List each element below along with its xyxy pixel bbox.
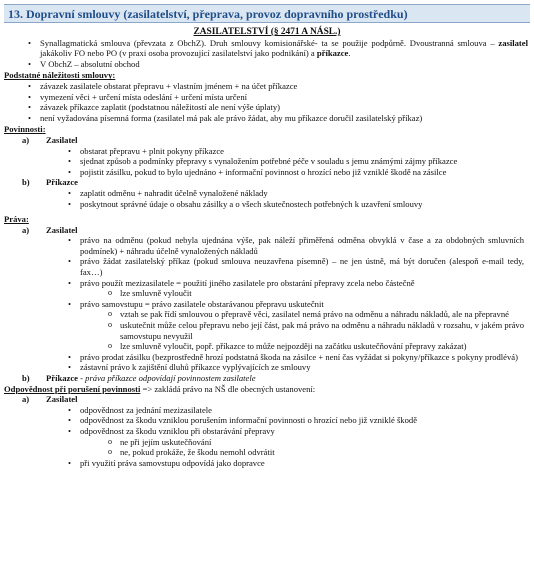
essentials-heading-text: Podstatné náležitosti smlouvy [4,70,113,81]
rights-a-item: • právo použít mezizasilatele = použití jiného zasilatele pro obstarání přepravy zcela nebo částečně [4,278,524,289]
rights-a-subitem: o vztah se pak řídí smlouvou o přepravě věci, zasilatel nemá právo na odměnu a náhradu nákladů, ale na přepravné [4,309,524,320]
intro-text: Synallagmatická smlouva (převzata z ObchZ). Druh smlouvy komisionářské- ta se použije podpůrně. Dvoustranná smlouva – [40,37,499,48]
rights-a-item: • právo samovstupu = právo zasilatele obstarávanou přepravu uskutečnit [4,299,524,310]
essentials-item: • není vyžadována písemná forma (zasilatel má pak ale právo žádat, aby mu příkazce doručil zasilatelský příkaz) [4,113,530,124]
section-title: 13. Dopravní smlouvy (zasilatelství, přeprava, provoz dopravního prostředku) [8,7,408,21]
liability-subitem: o ne při jejím uskutečňování [4,437,524,448]
liability-heading [4,384,530,395]
rights-b-note: - práva příkazce odpovídají povinnostem zasilatele [77,373,256,383]
rights-a-title: Zasilatel [46,224,78,235]
rights-heading-text: Práva [4,214,26,225]
duties-b-heading [4,177,530,188]
rights-a-subitem: o lze smluvně vyloučit, popř. příkazce to může nejpozději na začátku uskutečňování přepravy zakázat) [4,341,524,352]
liability-heading-rest: => zakládá právo na NŠ dle obecných ustanovení: [140,383,316,394]
rights-heading [4,214,530,225]
rights-a-item: • právo žádat zasilatelský příkaz (pokud smlouva neuzavřena písemně) – ne jen ústně, má být doručen (alespoň e-mail tedy, fax…) [4,256,524,277]
duties-heading [4,124,530,135]
duties-b-item: • zaplatit odměnu + nahradit účelně vynaložené náklady [4,188,524,199]
duties-heading-text: Povinnosti [4,124,43,135]
rights-b-heading [4,373,530,384]
intro-text-3: . [348,48,351,59]
duties-a-title: Zasilatel [46,134,78,145]
liability-heading-text: Odpovědnost při porušení povinnosti [4,383,141,394]
heading-colon: : [25,214,29,225]
section-header-bar [4,4,530,23]
essentials-heading [4,70,530,81]
rights-a-list [4,235,530,373]
liability-item: • odpovědnost za jednání mezizasilatele [4,405,524,416]
rights-a-subitem: o uskutečnit může celou přepravu nebo její část, pak má právo na odměnu a náhradu nákladů v rozsahu, v jakém právo samovstupu nevyužil [4,320,524,341]
liability-a-title: Zasilatel [46,394,78,405]
intro-item [4,38,528,59]
document-body [4,24,530,468]
rights-a-item: • zástavní právo k zajištění dluhů příkazce vyplývajících ze smlouvy [4,362,524,373]
heading-colon: : [42,124,46,135]
subtitle: ZASILATELSTVÍ (§ 2471 A NÁSL.) [193,27,341,37]
rights-a-item: • právo na odměnu (pokud nebyla ujednána výše, pak náleží přiměřená odměna obvyklá v čase a za obdobných smluvních podmínek) + náhradu účelně vynaložených nákladů [4,235,524,256]
rights-a-subitem: o lze smluvně vyloučit [4,288,524,299]
essentials-item: • vymezení věci + určení místa odeslání + určení místa určení [4,92,530,103]
rights-a-heading [4,225,530,236]
liability-item: • odpovědnost za škodu vzniklou při obstarávání přepravy [4,426,524,437]
intro-text: V ObchZ – absolutní obchod [40,58,140,69]
intro-list [4,38,530,70]
duties-a-heading [4,135,530,146]
liability-item: • odpovědnost za škodu vzniklou porušením informační povinnosti o hrozící nebo již vzniklé škodě [4,415,524,426]
duties-b-title: Příkazce [46,177,78,188]
list-label: a) [22,134,30,145]
heading-colon: : [112,70,116,81]
duties-a-item: • obstarat přepravu + plnit pokyny příkazce [4,146,524,157]
intro-bold-prikazce: příkazce [316,48,349,59]
intro-item [4,59,530,70]
intro-bold-zasilatel: zasilatel [498,37,528,48]
duties-a-item: • pojistit zásilku, pokud to bylo ujednáno + informační povinnost o hrozící nebo již vzniklé škodě na zásilce [4,167,524,178]
liability-list [4,405,530,469]
intro-text-2: jakákoliv FO nebo PO (v praxi osoba provozující zasilatelství jako podnikání) a [40,48,317,59]
liability-subitem: o ne, pokud prokáže, že škodu nemohl odvrátit [4,447,524,458]
essentials-list [4,81,530,123]
duties-b-list [4,188,530,209]
list-label: a) [22,224,30,235]
list-label: b) [22,373,30,383]
duties-b-item: • poskytnout správné údaje o obsahu zásilky a o všech skutečnostech potřebných k uzavření smlouvy [4,199,524,210]
list-label: a) [22,394,30,405]
liability-a-heading [4,394,530,405]
duties-a-item: • sjednat způsob a podmínky přepravy s vynaložením potřebné péče v souladu s jemu známými zájmy příkazce [4,156,524,167]
essentials-item: • závazek zasilatele obstarat přepravu + vlastním jménem + na účet příkazce [4,81,530,92]
liability-item: • při využití práva samovstupu odpovídá jako dopravce [4,458,524,469]
list-label: b) [22,177,30,188]
rights-b-line [46,373,256,384]
duties-a-list [4,146,530,178]
essentials-item: • závazek příkazce zaplatit (podstatnou náležitostí ale není výše úplaty) [4,102,530,113]
rights-a-item: • právo prodat zásilku (bezprostředně hrozí podstatná škoda na zásilce + není čas vyžádat si pokyny/příkazce s pokyny prodlévá) [4,352,524,363]
rights-b-title: Příkazce [46,373,78,383]
